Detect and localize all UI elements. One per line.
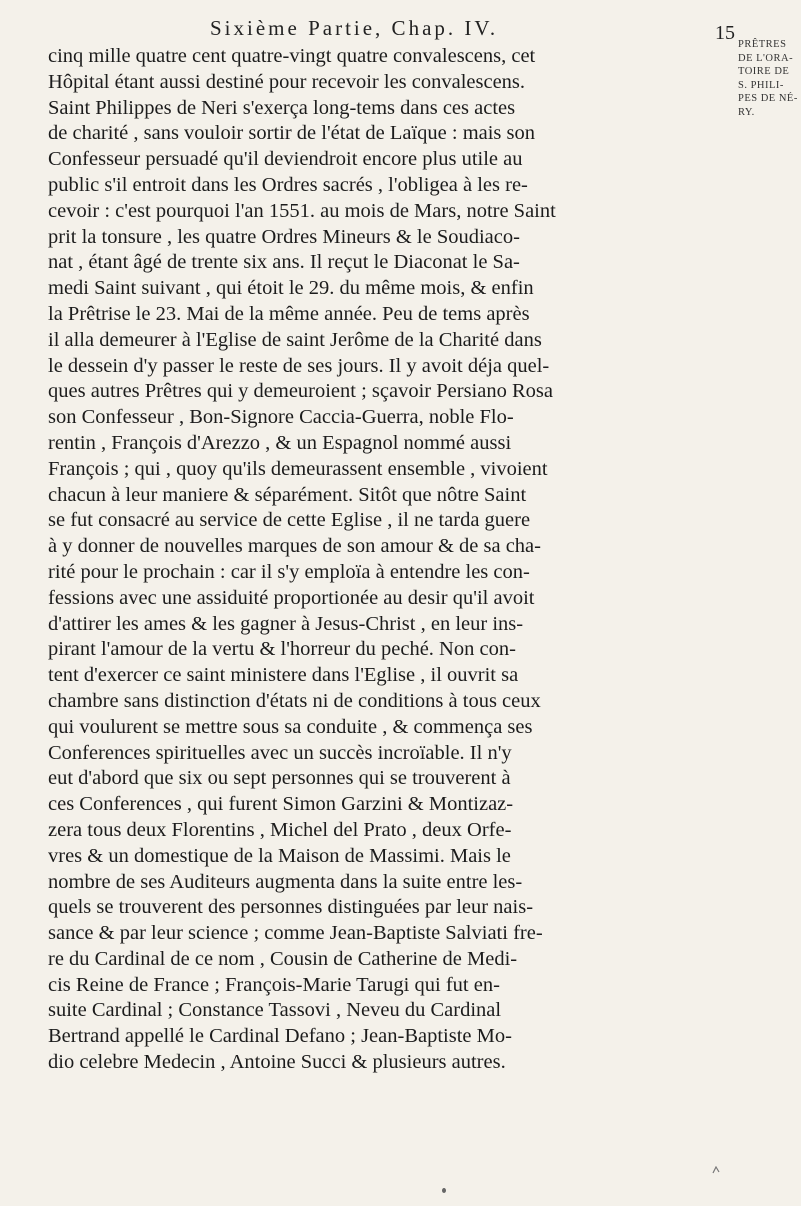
text-line: sance & par leur science ; comme Jean-Baptiste Salviati fre-: [48, 922, 543, 945]
text-line: rentin , François d'Arezzo , & un Espagnol nommé aussi: [48, 431, 512, 454]
text-line: cinq mille quatre cent quatre-vingt quatre convalescens, cet: [48, 45, 536, 67]
text-line: qui voulurent se mettre sous sa conduite , & commença ses: [48, 715, 533, 738]
margin-note-line: DE L'ORA-: [738, 52, 794, 64]
text-line: la Prêtrise le 23. Mai de la même année. Peu de tems après: [48, 302, 530, 325]
margin-note: [738, 38, 798, 119]
text-line: quels se trouverent des personnes distinguées par leur nais-: [48, 896, 534, 919]
text-line: medi Saint suivant , qui étoit le 29. du même mois, & enfin: [48, 277, 534, 300]
margin-note-line: RY.: [738, 106, 755, 118]
text-line: public s'il entroit dans les Ordres sacrés , l'obligea à les re-: [48, 173, 528, 196]
text-line: fessions avec une assiduité proportionée au desir qu'il avoit: [48, 586, 535, 609]
text-line: prit la tonsure , les quatre Ordres Mineurs & le Soudiaco-: [48, 225, 520, 248]
text-line: nombre de ses Auditeurs augmenta dans la suite entre les-: [48, 870, 523, 893]
text-line: suite Cardinal ; Constance Tassovi , Neveu du Cardinal: [48, 999, 502, 1022]
text-line: dio celebre Medecin , Antoine Succi & plusieurs autres.: [48, 1051, 506, 1074]
text-line: Confesseur persuadé qu'il deviendroit encore plus utile au: [48, 148, 523, 171]
margin-note-line: TOIRE DE: [738, 66, 790, 77]
text-line: chambre sans distinction d'états ni de conditions à tous ceux: [48, 689, 541, 712]
text-line: eut d'abord que six ou sept personnes qui se trouverent à: [48, 767, 511, 790]
margin-note-line: PRÊTRES: [738, 39, 787, 50]
text-line: chacun à leur maniere & séparément. Sitôt que nôtre Saint: [48, 483, 527, 506]
ink-mark-icon: [712, 1166, 720, 1174]
ink-dot: [442, 1188, 446, 1193]
text-line: rité pour le prochain : car il s'y emploïa à entendre les con-: [48, 560, 530, 583]
text-line: de charité , sans vouloir sortir de l'état de Laïque : mais son: [48, 122, 536, 145]
text-line: le dessein d'y passer le reste de ses jours. Il y avoit déja quel-: [48, 354, 550, 377]
text-line: vres & un domestique de la Maison de Massimi. Mais le: [48, 844, 511, 867]
text-line: Hôpital étant aussi destiné pour recevoir les convalescens.: [48, 70, 526, 93]
text-line: Saint Philippes de Neri s'exerça long-tems dans ces actes: [48, 96, 516, 119]
page-number: 15: [715, 22, 735, 44]
text-line: zera tous deux Florentins , Michel del Prato , deux Orfe-: [48, 818, 512, 841]
text-line: son Confesseur , Bon-Signore Caccia-Guerra, noble Flo-: [48, 406, 514, 429]
text-line: tent d'exercer ce saint ministere dans l'Eglise , il ouvrit sa: [48, 664, 519, 687]
text-line: cis Reine de France ; François-Marie Tarugi qui fut en-: [48, 973, 500, 996]
margin-note-line: PES DE NÉ-: [738, 93, 798, 104]
running-head: Sixième Partie, Chap. IV.: [210, 16, 499, 40]
text-line: à y donner de nouvelles marques de son amour & de sa cha-: [48, 535, 541, 558]
text-line: il alla demeurer à l'Eglise de saint Jerôme de la Charité dans: [48, 328, 542, 351]
text-line: ques autres Prêtres qui y demeuroient ; sçavoir Persiano Rosa: [48, 380, 553, 403]
text-line: ces Conferences , qui furent Simon Garzini & Montizaz-: [48, 793, 514, 816]
text-line: re du Cardinal de ce nom , Cousin de Catherine de Medi-: [48, 947, 518, 970]
text-line: d'attirer les ames & les gagner à Jesus-Christ , en leur ins-: [48, 612, 524, 635]
text-line: pirant l'amour de la vertu & l'horreur du peché. Non con-: [48, 638, 516, 661]
margin-note-line: S. PHILI-: [738, 79, 784, 91]
text-line: Conferences spirituelles avec un succès incroïable. Il n'y: [48, 741, 512, 764]
text-line: se fut consacré au service de cette Eglise , il ne tarda guere: [48, 509, 531, 532]
text-line: nat , étant âgé de trente six ans. Il reçut le Diaconat le Sa-: [48, 251, 520, 274]
body-text: [48, 44, 720, 1076]
text-line: cevoir : c'est pourquoi l'an 1551. au mois de Mars, notre Saint: [48, 199, 556, 222]
text-line: Bertrand appellé le Cardinal Defano ; Jean-Baptiste Mo-: [48, 1025, 512, 1048]
text-line: François ; qui , quoy qu'ils demeurassent ensemble , vivoient: [48, 457, 548, 480]
